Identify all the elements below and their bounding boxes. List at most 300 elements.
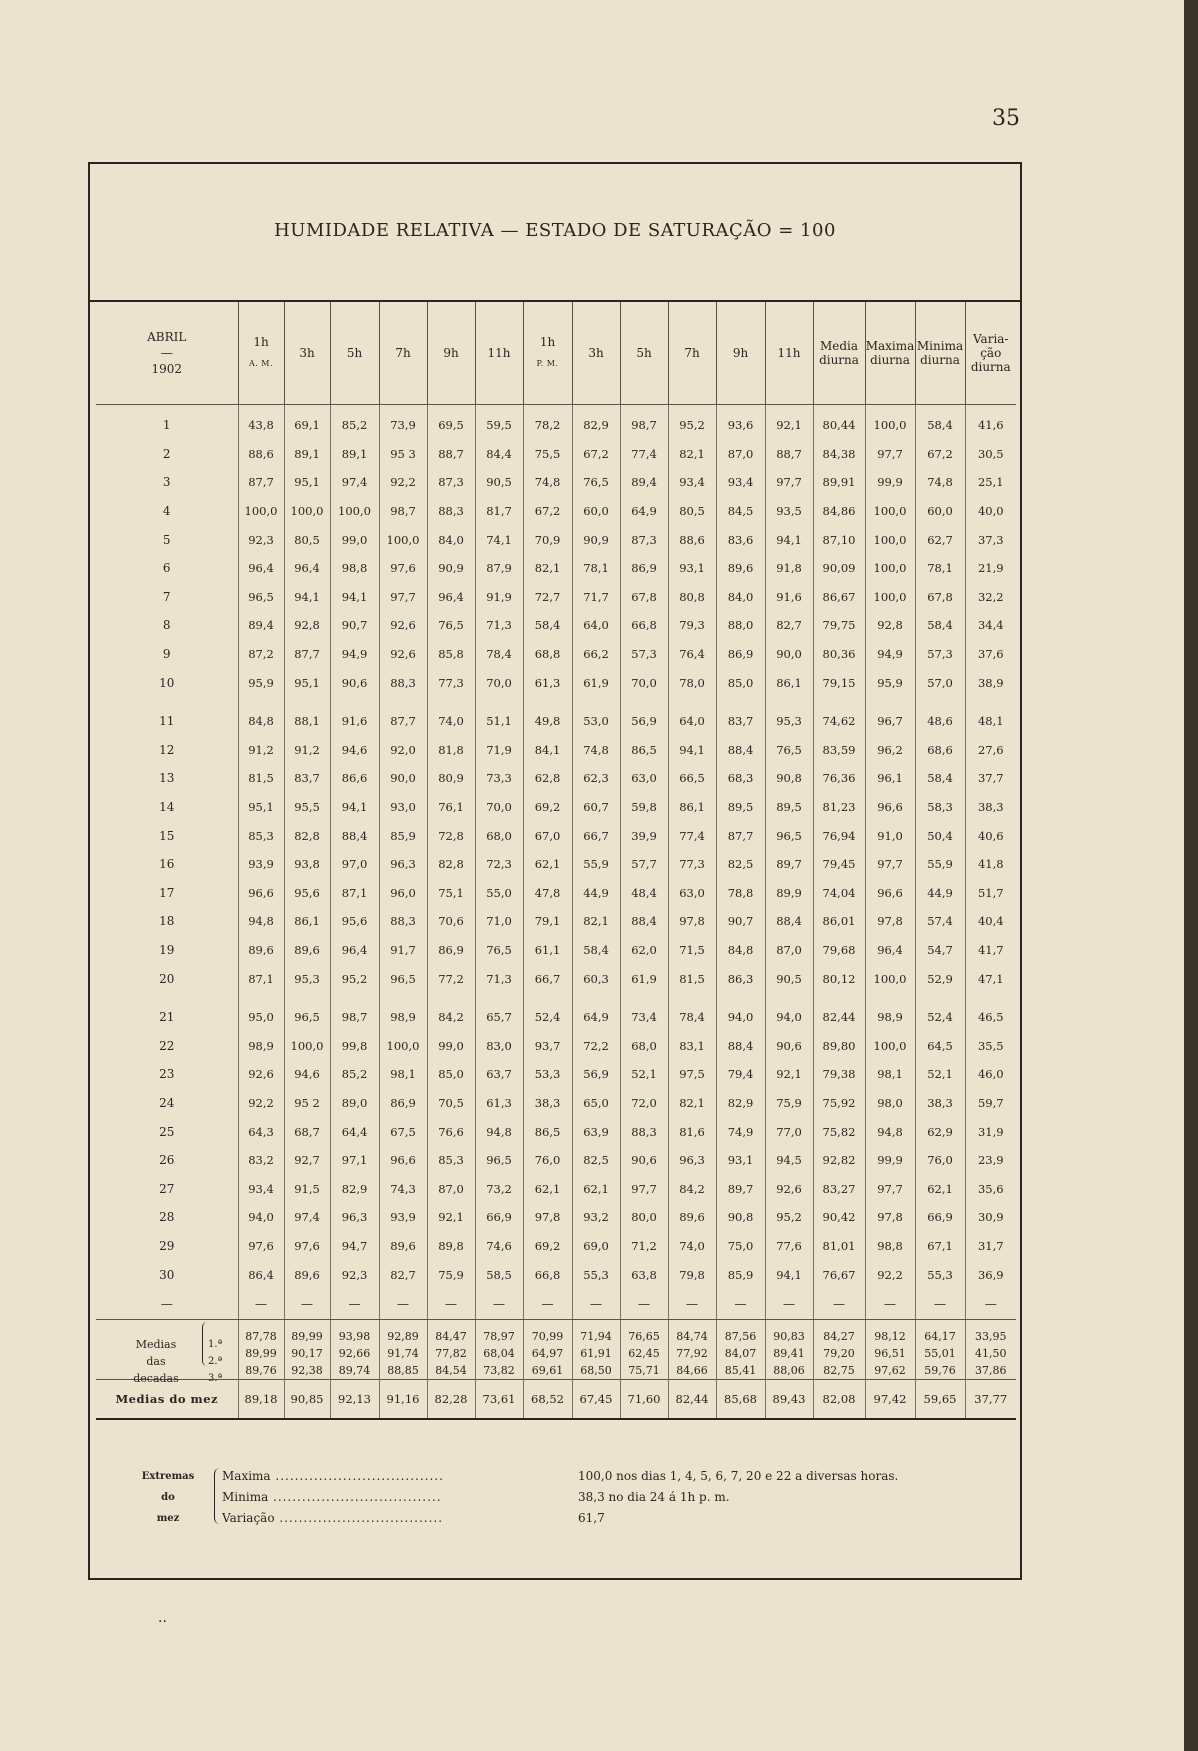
value-cell: 93,1 — [668, 554, 716, 583]
value-cell: 95,1 — [284, 468, 330, 497]
value-cell: 92,1 — [765, 405, 813, 440]
value-cell: 53,0 — [572, 707, 620, 736]
value-cell: 87,7 — [716, 821, 765, 850]
value-cell: 76,5 — [765, 736, 813, 765]
value-cell: 94,6 — [284, 1060, 330, 1089]
value-cell: 51,1 — [475, 707, 523, 736]
value-cell: 84,2 — [668, 1174, 716, 1203]
value-cell: 38,9 — [977, 675, 1004, 690]
value-cell: 55,3 — [572, 1260, 620, 1289]
value-cell: 81,5 — [668, 964, 716, 993]
value-cell: 66,9 — [475, 1203, 523, 1232]
value-cell: 78,4 — [668, 1003, 716, 1032]
value-cell: 69,0 — [572, 1232, 620, 1261]
value-cell: 66,5 — [668, 764, 716, 793]
header-dash: — — [160, 346, 173, 360]
value-cell: 37,6 — [977, 647, 1004, 662]
table-row — [96, 821, 1016, 850]
decade-label: Medias 1.ª — [96, 1319, 238, 1345]
value-cell: 98,7 — [330, 1003, 379, 1032]
value-cell: 92,2 — [865, 1260, 915, 1289]
value-cell: 89,6 — [668, 1203, 716, 1232]
table-row — [96, 879, 1016, 908]
value-cell: 41,7 — [977, 942, 1004, 957]
value-cell: 94,6 — [330, 736, 379, 765]
value-cell: 38,3 — [915, 1089, 965, 1118]
day-cell: 7 — [96, 583, 238, 612]
dash-cell: — — [965, 1289, 1016, 1320]
value-cell: 80,0 — [620, 1203, 668, 1232]
header-hour: 7h — [668, 302, 716, 405]
value-cell: 98,9 — [379, 1003, 427, 1032]
header-month-year — [96, 302, 238, 405]
day-rows — [96, 405, 1016, 1419]
value-cell: 96,6 — [865, 793, 915, 822]
value-cell: 92,89 — [379, 1319, 427, 1345]
value-cell: 89,5 — [765, 793, 813, 822]
value-cell: 92,2 — [238, 1089, 284, 1118]
value-cell: 91,74 — [379, 1345, 427, 1362]
value-cell: 79,15 — [813, 668, 865, 697]
value-cell: 70,0 — [620, 668, 668, 697]
value-cell: 82,9 — [572, 405, 620, 440]
value-cell: 85,0 — [716, 668, 765, 697]
value-cell: 94,1 — [284, 583, 330, 612]
value-cell: 76,65 — [620, 1319, 668, 1345]
value-cell: 87,1 — [330, 879, 379, 908]
header-month: ABRIL — [147, 330, 187, 344]
value-cell: 59,8 — [620, 793, 668, 822]
value-cell: 61,1 — [523, 936, 572, 965]
value-cell: 84,47 — [427, 1319, 475, 1345]
value-cell: 90,83 — [765, 1319, 813, 1345]
value-cell: 93,98 — [330, 1319, 379, 1345]
value-cell: 97,7 — [865, 1174, 915, 1203]
value-cell: 71,94 — [572, 1319, 620, 1345]
day-cell: 23 — [96, 1060, 238, 1089]
value-cell: 62,0 — [620, 936, 668, 965]
value-cell: 98,0 — [865, 1089, 915, 1118]
footer-mark: .. — [158, 1610, 167, 1626]
value-cell: 82,1 — [572, 907, 620, 936]
value-cell: 61,9 — [620, 964, 668, 993]
value-cell: 93,4 — [238, 1174, 284, 1203]
value-cell: 90,42 — [813, 1203, 865, 1232]
value-cell: 31,7 — [977, 1238, 1004, 1253]
value-cell: 43,8 — [238, 405, 284, 440]
value-cell: 86,9 — [716, 640, 765, 669]
value-cell: 74,6 — [475, 1232, 523, 1261]
dash-cell: — — [238, 1289, 284, 1320]
value-cell: 95,1 — [238, 793, 284, 822]
header-am: A. M. — [248, 359, 274, 368]
value-cell: 83,0 — [475, 1031, 523, 1060]
value-cell: 91,6 — [330, 707, 379, 736]
value-cell: 76,5 — [475, 936, 523, 965]
value-cell: 85,8 — [427, 640, 475, 669]
value-cell: 27,6 — [977, 742, 1004, 757]
value-cell: 73,2 — [475, 1174, 523, 1203]
header-media: Media diurna — [813, 302, 865, 405]
value-cell: 57,7 — [620, 850, 668, 879]
table-row — [96, 668, 1016, 697]
decade-row — [96, 1362, 1016, 1380]
value-cell: 77,2 — [427, 964, 475, 993]
day-cell: 6 — [96, 554, 238, 583]
table-row — [96, 554, 1016, 583]
value-cell: 94,8 — [865, 1117, 915, 1146]
value-cell: 94,9 — [865, 640, 915, 669]
value-cell: 70,9 — [523, 525, 572, 554]
value-cell: 68,8 — [523, 640, 572, 669]
value-cell: 97,1 — [330, 1146, 379, 1175]
value-cell: 73,82 — [475, 1362, 523, 1380]
value-cell: 46,0 — [977, 1067, 1004, 1082]
value-cell: 60,0 — [572, 497, 620, 526]
value-cell: 100,0 — [865, 1031, 915, 1060]
value-cell: 91,7 — [379, 936, 427, 965]
value-cell: 79,38 — [813, 1060, 865, 1089]
value-cell: 93,7 — [523, 1031, 572, 1060]
value-cell: 91,9 — [475, 583, 523, 612]
value-cell: 88,4 — [716, 736, 765, 765]
value-cell: 58,4 — [915, 764, 965, 793]
header-hour: 11h — [475, 302, 523, 405]
value-cell: 94,1 — [765, 525, 813, 554]
day-cell: 15 — [96, 821, 238, 850]
value-cell: 95,3 — [765, 707, 813, 736]
value-cell: 92,8 — [865, 611, 915, 640]
dash-cell: — — [620, 1289, 668, 1320]
value-cell: 37,77 — [965, 1379, 1016, 1419]
value-cell: 50,4 — [915, 821, 965, 850]
value-cell: 90,09 — [813, 554, 865, 583]
dash-cell: — — [330, 1289, 379, 1320]
value-cell: 92,38 — [284, 1362, 330, 1380]
value-cell: 94,9 — [330, 640, 379, 669]
value-cell: 97,7 — [620, 1174, 668, 1203]
value-cell: 97,7 — [865, 440, 915, 469]
value-cell: 74,9 — [716, 1117, 765, 1146]
value-cell: 84,2 — [427, 1003, 475, 1032]
value-cell: 37,3 — [977, 532, 1004, 547]
header-hour: 5h — [330, 302, 379, 405]
value-cell: 67,8 — [620, 583, 668, 612]
value-cell: 57,3 — [620, 640, 668, 669]
value-cell: 100,0 — [379, 525, 427, 554]
value-cell: 55,9 — [915, 850, 965, 879]
value-cell: 81,5 — [238, 764, 284, 793]
value-cell: 97,8 — [523, 1203, 572, 1232]
value-cell: 89,99 — [238, 1345, 284, 1362]
value-cell: 95,9 — [238, 668, 284, 697]
value-cell: 91,6 — [765, 583, 813, 612]
value-cell: 62,45 — [620, 1345, 668, 1362]
header-hour: 1h P. M. — [523, 302, 572, 405]
month-average-row — [96, 1379, 1016, 1419]
value-cell: 74,8 — [523, 468, 572, 497]
dash-cell: — — [865, 1289, 915, 1320]
value-cell: 85,3 — [427, 1146, 475, 1175]
value-cell: 97,6 — [284, 1232, 330, 1261]
table-row — [96, 640, 1016, 669]
day-cell: 25 — [96, 1117, 238, 1146]
value-cell: 74,62 — [813, 707, 865, 736]
value-cell: 95,2 — [765, 1203, 813, 1232]
day-cell: 2 — [96, 440, 238, 469]
value-cell: 94,0 — [765, 1003, 813, 1032]
value-cell: 86,1 — [284, 907, 330, 936]
value-cell: 89,74 — [330, 1362, 379, 1380]
day-cell: 1 — [96, 405, 238, 440]
table-row — [96, 1089, 1016, 1118]
value-cell: 87,0 — [427, 1174, 475, 1203]
value-cell: 60,0 — [915, 497, 965, 526]
value-cell: 47,1 — [977, 971, 1004, 986]
header-hour: 3h — [572, 302, 620, 405]
value-cell: 88,85 — [379, 1362, 427, 1380]
page-number: 35 — [992, 106, 1020, 131]
header-minima: Minima diurna — [915, 302, 965, 405]
value-cell: 96,3 — [668, 1146, 716, 1175]
value-cell: 94,7 — [330, 1232, 379, 1261]
value-cell: 88,7 — [427, 440, 475, 469]
value-cell: 92,82 — [813, 1146, 865, 1175]
value-cell: 33,95 — [975, 1329, 1007, 1343]
value-cell: 76,1 — [427, 793, 475, 822]
value-cell: 95 2 — [284, 1089, 330, 1118]
dash-cell: — — [284, 1289, 330, 1320]
value-cell: 91,8 — [765, 554, 813, 583]
value-cell: 98,8 — [865, 1232, 915, 1261]
value-cell: 83,7 — [284, 764, 330, 793]
value-cell: 86,5 — [620, 736, 668, 765]
value-cell: 90,6 — [765, 1031, 813, 1060]
value-cell: 72,8 — [427, 821, 475, 850]
value-cell: 83,7 — [716, 707, 765, 736]
value-cell: 84,74 — [668, 1319, 716, 1345]
value-cell: 98,9 — [865, 1003, 915, 1032]
value-cell: 73,61 — [475, 1379, 523, 1419]
value-cell: 96,2 — [865, 736, 915, 765]
value-cell: 72,2 — [572, 1031, 620, 1060]
value-cell: 100,0 — [865, 964, 915, 993]
value-cell: 89,4 — [620, 468, 668, 497]
value-cell: 94,1 — [765, 1260, 813, 1289]
value-cell: 80,44 — [813, 405, 865, 440]
value-cell: 89,6 — [238, 936, 284, 965]
value-cell: 97,42 — [865, 1379, 915, 1419]
day-cell: 20 — [96, 964, 238, 993]
value-cell: 96,4 — [284, 554, 330, 583]
value-cell: 74,8 — [915, 468, 965, 497]
value-cell: 69,1 — [284, 405, 330, 440]
value-cell: 30,5 — [977, 446, 1004, 461]
value-cell: 88,3 — [379, 668, 427, 697]
value-cell: 88,0 — [716, 611, 765, 640]
value-cell: 86,3 — [716, 964, 765, 993]
value-cell: 52,1 — [915, 1060, 965, 1089]
value-cell: 100,0 — [238, 497, 284, 526]
value-cell: 70,99 — [523, 1319, 572, 1345]
brace-mark — [214, 1468, 221, 1524]
value-cell: 48,4 — [620, 879, 668, 908]
value-cell: 89,7 — [716, 1174, 765, 1203]
value-cell: 48,6 — [915, 707, 965, 736]
value-cell: 69,2 — [523, 793, 572, 822]
value-cell: 87,9 — [475, 554, 523, 583]
value-cell: 30,9 — [977, 1210, 1004, 1225]
value-cell: 77,0 — [765, 1117, 813, 1146]
value-cell: 95,2 — [668, 405, 716, 440]
value-cell: 89,0 — [330, 1089, 379, 1118]
value-cell: 67,0 — [523, 821, 572, 850]
value-cell: 75,5 — [523, 440, 572, 469]
value-cell: 91,5 — [284, 1174, 330, 1203]
dash-cell: — — [765, 1289, 813, 1320]
value-cell: 59,7 — [977, 1095, 1004, 1110]
value-cell: 98,7 — [379, 497, 427, 526]
value-cell: 94,8 — [238, 907, 284, 936]
day-cell: 21 — [96, 1003, 238, 1032]
value-cell: 67,45 — [572, 1379, 620, 1419]
value-cell: 69,2 — [523, 1232, 572, 1261]
value-cell: 31,9 — [977, 1124, 1004, 1139]
value-cell: 92,6 — [379, 611, 427, 640]
value-cell: 84,8 — [716, 936, 765, 965]
value-cell: 98,8 — [330, 554, 379, 583]
table-frame: HUMIDADE RELATIVA — ESTADO DE SATURAÇÃO = 100 ABRIL — 1902 1h A. M. 3h 5h 7h 9h 11h 1h P. M. 3h 5h 7h 9h 11h Media diurna Maxima diurna Minima diurna Varia-ção diurna 1 43,8 69,1 85,2 73,9 69,5 59,5 78,2 82,9 98,7 95,2 93,6 92,1 80,44 100,0 58,4 41,6 2 88,6 89,1 89,1 95 3 88,7 84,4 75,5 67,2 77,4 82,1 87,0 88,7 84,38 97,7 67,2 30,5 3 87,7 95,1 97,4 92,2 87,3 90,5 74,8 76,5 89,4 93,4 93,4 97,7 89,91 99,9 74,8 25,1 4 100,0 100,0 100,0 98,7 88,3 81,7 67,2 60,0 64,9 80,5 84,5 93,5 84,86 100,0 60,0 40,0 5 92,3 80,5 99,0 100,0 84,0 74,1 70,9 90,9 87,3 88,6 83,6 94,1 87,10 100,0 62,7 37,3 6 96,4 96,4 98,8 97,6 90,9 87,9 82,1 78,1 86,9 93,1 89,6 91,8 90,09 100,0 78,1 21,9 7 96,5 94,1 94,1 97,7 96,4 91,9 72,7 71,7 67,8 80,8 84,0 91,6 86,67 100,0 67,8 32,2 8 89,4 92,8 90,7 92,6 76,5 71,3 58,4 64,0 66,8 79,3 88,0 82,7 79,75 92,8 58,4 34,4 9 87,2 87,7 94,9 92,6 85,8 78,4 68,8 66,2 57,3 76,4 86,9 90,0 80,36 94,9 57,3 37,6 10 95,9 95,1 90,6 88,3 77,3 70,0 61,3 61,9 70,0 78,0 85,0 86,1 79,15 95,9 57,0 38,9 11 84,8 88,1 91,6 87,7 74,0 51,1 49,8 53,0 56,9 64,0 83,7 95,3 74,62 96,7 48,6 48,1 12 91,2 91,2 94,6 92,0 81,8 71,9 84,1 74,8 86,5 94,1 88,4 76,5 83,59 96,2 68,6 27,6 13 81,5 83,7 86,6 90,0 80,9 73,3 62,8 62,3 63,0 66,5 68,3 90,8 76,36 96,1 58,4 37,7 14 95,1 95,5 94,1 93,0 76,1 70,0 69,2 60,7 59,8 86,1 89,5 89,5 81,23 96,6 58,3 38,3 15 85,3 82,8 88,4 85,9 72,8 68,0 67,0 66,7 39,9 77,4 87,7 96,5 76,94 91,0 50,4 40,6 16 93,9 93,8 97,0 96,3 82,8 72,3 62,1 55,9 57,7 77,3 82,5 89,7 79,45 97,7 55,9 41,8 17 96,6 95,6 87,1 96,0 75,1 55,0 47,8 44,9 48,4 63,0 78,8 89,9 74,04 96,6 44,9 51,7 18 94,8 86,1 95,6 88,3 70,6 71,0 79,1 82,1 88,4 97,8 90,7 88,4 86,01 97,8 57,4 40,4 19 89,6 89,6 96,4 91,7 86,9 76,5 61,1 58,4 62,0 71,5 84,8 87,0 79,68 96,4 54,7 41,7 20 87,1 95,3 95,2 96,5 77,2 71,3 66,7 60,3 61,9 81,5 86,3 90,5 80,12 100,0 52,9 47,1 21 95,0 96,5 98,7 98,9 84,2 65,7 52,4 64,9 73,4 78,4 94,0 94,0 82,44 98,9 52,4 46,5 22 98,9 100,0 99,8 100,0 99,0 83,0 93,7 72,2 68,0 83,1 88,4 90,6 89,80 100,0 64,5 35,5 23 92,6 94,6 85,2 98,1 85,0 63,7 53,3 56,9 52,1 97,5 79,4 92,1 79,38 98,1 52,1 46,0 24 92,2 95 2 89,0 86,9 70,5 61,3 38,3 65,0 72,0 82,1 82,9 75,9 75,92 98,0 38,3 59,7 25 64,3 68,7 64,4 67,5 76,6 94,8 86,5 63,9 88,3 81,6 74,9 77,0 75,82 94,8 62,9 31,9 26 83,2 92,7 97,1 96,6 85,3 96,5 76,0 82,5 90,6 96,3 93,1 94,5 92,82 99,9 76,0 23,9 27 93,4 91,5 82,9 74,3 87,0 73,2 62,1 62,1 97,7 84,2 89,7 92,6 83,27 97,7 62,1 35,6 28 94,0 97,4 96,3 93,9 92,1 66,9 97,8 93,2 80,0 89,6 90,8 95,2 90,42 97,8 66,9 30,9 29 97,6 97,6 94,7 89,6 89,8 74,6 69,2 69,0 71,2 74,0 75,0 77,6 81,01 98,8 67,1 31,7 30 86,4 89,6 92,3 82,7 75,9 58,5 66,8 55,3 63,8 79,8 85,9 94,1 76,67 92,2 55,3 36,9 — — — — — — — — — — — — — — — — — Medias 1.ª 87,78 89,99 93,98 92,89 84,47 78,97 70,99 71,94 76,65 84,74 87,56 90,83 84,27 98,12 64,17 33,95 das 2.ª 89,99 90,17 92,66 91,74 77,82 68,04 64,97 61,91 62,45 77,92 84,07 89,41 79,20 96,51 55,01 41,50 decadas 3.ª 89,76 92,38 89,74 88,85 84,54 73,82 69,61 68,50 75,71 84,66 85,41 88,06 82,75 97,62 59,76 37,86 Medias do mez 89,18 90,85 92,13 91,16 82,28 73,61 68,52 67,45 71,60 82,44 85,68 89,43 82,08 97,42 59,65 37,77 Extremas do mez Maxima ..... 100,0 nos dias 1, 4, 5, 6, 7, 20 e 22 a diversas horas. Minima ..... 38,3 no dia 24 á 1h p. m. Variação ..... 61,7 — [88, 162, 1022, 1580]
value-cell: 88,6 — [668, 525, 716, 554]
value-cell: 68,0 — [620, 1031, 668, 1060]
value-cell: 66,8 — [523, 1260, 572, 1289]
value-cell: 94,1 — [330, 793, 379, 822]
value-cell: 21,9 — [977, 561, 1004, 576]
value-cell: 92,6 — [379, 640, 427, 669]
value-cell: 80,9 — [427, 764, 475, 793]
value-cell: 76,5 — [427, 611, 475, 640]
value-cell: 61,3 — [475, 1089, 523, 1118]
day-cell: 16 — [96, 850, 238, 879]
table-row — [96, 793, 1016, 822]
value-cell: 59,5 — [475, 405, 523, 440]
value-cell: 90,0 — [765, 640, 813, 669]
day-cell: 10 — [96, 668, 238, 697]
value-cell: 82,75 — [813, 1362, 865, 1380]
value-cell: 76,4 — [668, 640, 716, 669]
dash-cell: — — [668, 1289, 716, 1320]
value-cell: 84,5 — [716, 497, 765, 526]
value-cell: 88,06 — [765, 1362, 813, 1380]
value-cell: 97,7 — [765, 468, 813, 497]
day-cell: 18 — [96, 907, 238, 936]
value-cell: 62,7 — [915, 525, 965, 554]
value-cell: 96,4 — [865, 936, 915, 965]
value-cell: 92,1 — [765, 1060, 813, 1089]
value-cell: 89,1 — [284, 440, 330, 469]
value-cell: 71,9 — [475, 736, 523, 765]
page-edge — [1184, 0, 1198, 1751]
value-cell: 81,6 — [668, 1117, 716, 1146]
value-cell: 48,1 — [977, 714, 1004, 729]
value-cell: 55,01 — [915, 1345, 965, 1362]
value-cell: 52,4 — [523, 1003, 572, 1032]
value-cell: 57,3 — [915, 640, 965, 669]
dash-row — [96, 1289, 1016, 1320]
value-cell: 85,3 — [238, 821, 284, 850]
table-row — [96, 525, 1016, 554]
table-row — [96, 764, 1016, 793]
value-cell: 71,7 — [572, 583, 620, 612]
value-cell: 88,4 — [765, 907, 813, 936]
value-cell: 90,7 — [716, 907, 765, 936]
table-title: HUMIDADE RELATIVA — ESTADO DE SATURAÇÃO = 100 — [274, 220, 836, 241]
value-cell: 52,1 — [620, 1060, 668, 1089]
value-cell: 81,7 — [475, 497, 523, 526]
value-cell: 87,0 — [765, 936, 813, 965]
value-cell: 92,6 — [238, 1060, 284, 1089]
value-cell: 64,0 — [572, 611, 620, 640]
value-cell: 41,8 — [977, 857, 1004, 872]
value-cell: 66,7 — [523, 964, 572, 993]
value-cell: 76,0 — [915, 1146, 965, 1175]
value-cell: 97,4 — [330, 468, 379, 497]
value-cell: 98,12 — [865, 1319, 915, 1345]
value-cell: 91,2 — [284, 736, 330, 765]
value-cell: 38,3 — [977, 800, 1004, 815]
decade-ordinal: 3.ª — [208, 1373, 223, 1385]
value-cell: 62,1 — [572, 1174, 620, 1203]
value-cell: 95,6 — [330, 907, 379, 936]
value-cell: 46,5 — [977, 1010, 1004, 1025]
value-cell: 63,0 — [668, 879, 716, 908]
value-cell: 92,13 — [330, 1379, 379, 1419]
value-cell: 100,0 — [284, 1031, 330, 1060]
value-cell: 77,3 — [668, 850, 716, 879]
day-cell: 13 — [96, 764, 238, 793]
value-cell: 70,6 — [427, 907, 475, 936]
value-cell: 76,0 — [523, 1146, 572, 1175]
table-row — [96, 405, 1016, 440]
value-cell: 55,9 — [572, 850, 620, 879]
value-cell: 74,1 — [475, 525, 523, 554]
value-cell: 81,8 — [427, 736, 475, 765]
value-cell: 78,1 — [572, 554, 620, 583]
value-cell: 95,1 — [284, 668, 330, 697]
value-cell: 87,78 — [238, 1319, 284, 1345]
value-cell: 88,4 — [330, 821, 379, 850]
value-cell: 97,7 — [865, 850, 915, 879]
value-cell: 79,8 — [668, 1260, 716, 1289]
day-cell: 9 — [96, 640, 238, 669]
value-cell: 69,61 — [523, 1362, 572, 1380]
value-cell: 77,4 — [620, 440, 668, 469]
value-cell: 72,7 — [523, 583, 572, 612]
day-cell: 22 — [96, 1031, 238, 1060]
value-cell: 89,76 — [238, 1362, 284, 1380]
value-cell: 96,6 — [379, 1146, 427, 1175]
value-cell: 72,3 — [475, 850, 523, 879]
value-cell: 89,91 — [813, 468, 865, 497]
value-cell: 82,9 — [330, 1174, 379, 1203]
dash-cell: — — [915, 1289, 965, 1320]
value-cell: 70,0 — [475, 668, 523, 697]
value-cell: 97,5 — [668, 1060, 716, 1089]
value-cell: 25,1 — [977, 475, 1004, 490]
value-cell: 96,7 — [865, 707, 915, 736]
value-cell: 75,92 — [813, 1089, 865, 1118]
header-hour: 3h — [284, 302, 330, 405]
